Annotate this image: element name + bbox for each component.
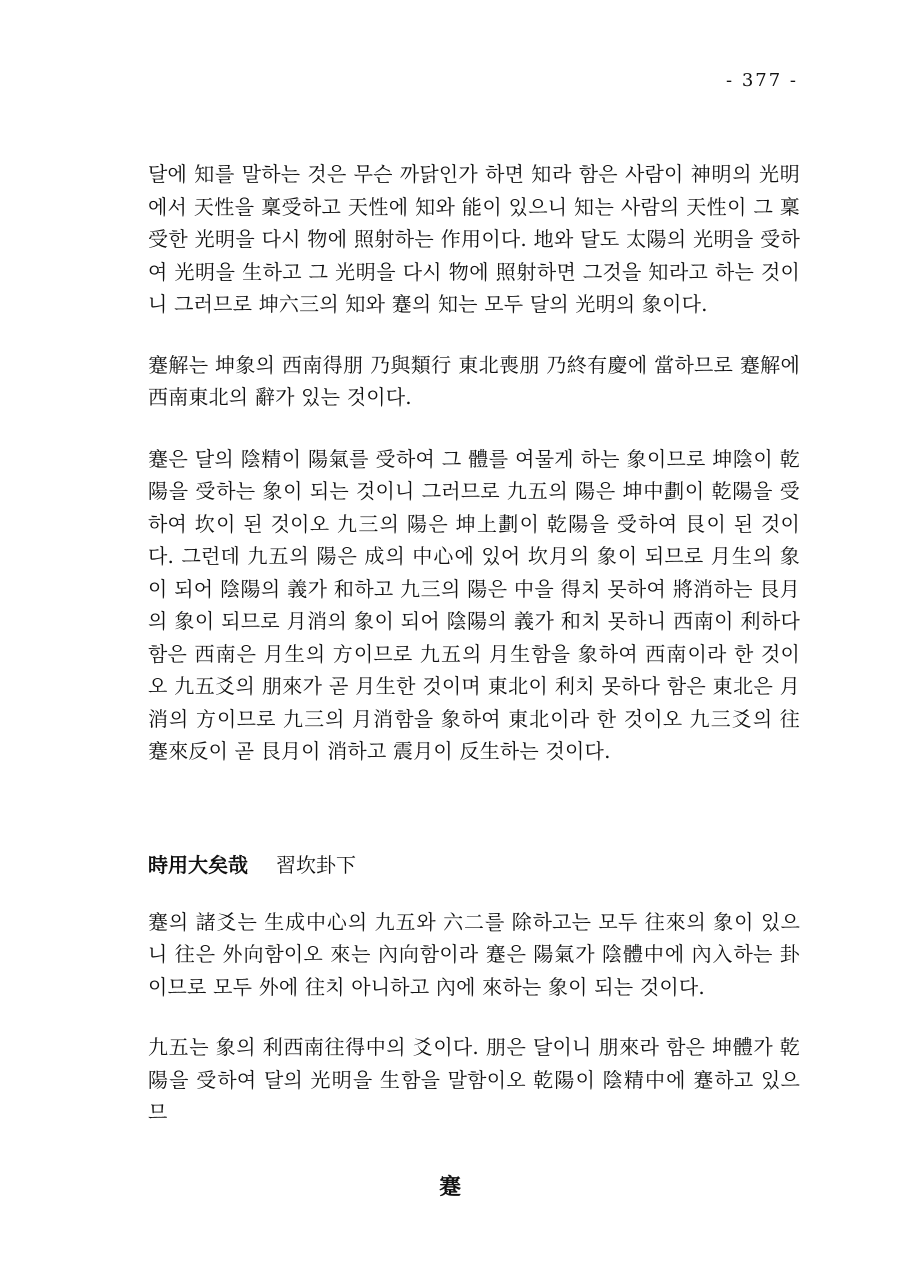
page-body <box>148 158 800 1129</box>
section-subtitle: 習坎卦下 <box>276 852 356 877</box>
paragraph-4: 蹇의 諸爻는 生成中心의 九五와 六二를 除하고는 모두 往來의 象이 있으니 往은 外向함이오 來는 內向함이라 蹇은 陽氣가 陰體中에 內入하는 卦이므로 모두 外에 往치 아니하고 內에 來하는 象이 되는 것이다. <box>148 909 800 999</box>
paragraph-1: 달에 知를 말하는 것은 무슨 까닭인가 하면 知라 함은 사람이 神明의 光明에서 天性을 稟受하고 天性에 知와 能이 있으니 知는 사람의 天性이 그 稟受한 光明을 다시 物에 照射하는 作用이다. 地와 달도 太陽의 光明을 受하여 光明을 生하고 그 光明을 다시 物에 照射하면 그것을 知라고 하는 것이니 그러므로 坤六三의 知와 蹇의 知는 모두 달의 光明의 象이다. <box>148 162 800 316</box>
paragraph-3: 蹇은 달의 陰精이 陽氣를 受하여 그 體를 여물게 하는 象이므로 坤陰이 乾陽을 受하는 象이 되는 것이니 그러므로 九五의 陽은 坤中劃이 乾陽을 受하여 坎이 된 것이오 九三의 陽은 坤上劃이 乾陽을 受하여 艮이 된 것이다. 그런데 九五의 陽은 成의 中心에 있어 坎月의 象이 되므로 月生의 象이 되어 陰陽의 義가 和하고 九三의 陽은 中을 得치 못하여 將消하는 艮月의 象이 되므로 月消의 象이 되어 陰陽의 義가 和치 못하니 西南이 利하다 함은 西南은 月生의 方이므로 九五의 月生함을 象하여 西南이라 한 것이오 九五爻의 朋來가 곧 月生한 것이며 東北이 利치 못하다 함은 東北은 月消의 方이므로 九三의 月消함을 象하여 東北이라 한 것이오 九三爻의 往蹇來反이 곧 艮月이 消하고 震月이 反生하는 것이다. <box>148 446 800 763</box>
section-heading <box>148 850 800 880</box>
page-number: - 377 - <box>726 70 798 91</box>
paragraph-2: 蹇解는 坤象의 西南得朋 乃與類行 東北喪朋 乃終有慶에 當하므로 蹇解에 西南東北의 辭가 있는 것이다. <box>148 352 800 409</box>
section-title: 時用大矣哉 <box>148 852 248 877</box>
footer-label: 蹇 <box>438 1174 461 1200</box>
paragraph-5: 九五는 象의 利西南往得中의 爻이다. 朋은 달이니 朋來라 함은 坤體가 乾陽을 受하여 달의 光明을 生함을 말함이오 乾陽이 陰精中에 蹇하고 있으므 <box>148 1035 800 1124</box>
